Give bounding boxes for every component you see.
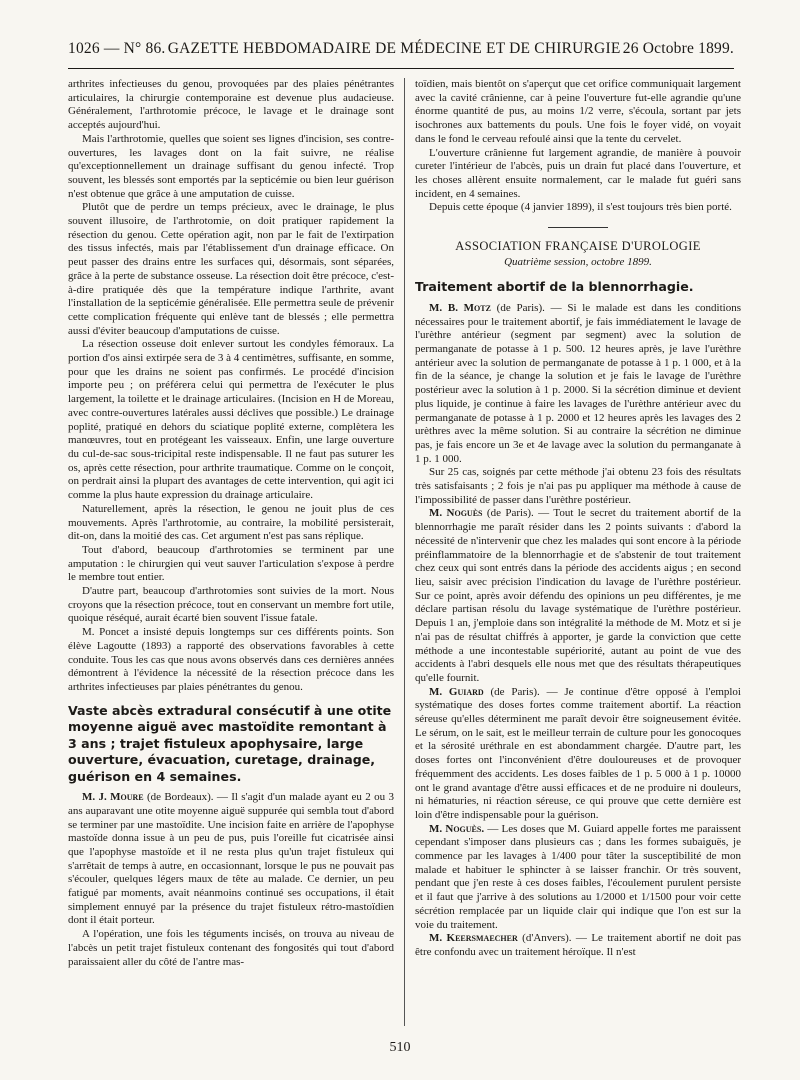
speaker-name: M. Keersmaecher xyxy=(429,932,518,945)
issue-date: 26 Octobre 1899. xyxy=(622,40,734,57)
page-folio: 510 xyxy=(389,1040,411,1055)
article-title-abces: Vaste abcès extradural consécutif à une otite moyenne aiguë avec mastoïdite remontant à 3 ans ; trajet fistuleux apophysaire, large ouverture, évacuation, curetage, drainage, guérison en 4 semaines. xyxy=(68,702,392,784)
speaker-name: M. Noguès. xyxy=(429,822,485,835)
association-heading: ASSOCIATION FRANÇAISE D'UROLOGIE xyxy=(455,239,701,254)
speaker-text: (de Bordeaux). — Il s'agit d'un malade ayant eu 2 ou 3 ans auparavant une otite moyenne aiguë suppurée qui sembla tout d'abord se terminer par une mastoïdite. Une incision faite en arrière de l'apophyse mastoïde donna issue à un peu de pus, puis l'oreille fut cicatrisée ainsi que l'apophyse mastoïde et il ne resta plus qu'un trajet fistuleux qui s'arrêtait de temps à autre, en occasionnant, lorsque le pus ne pouvait pas s'écouler, quelques légers maux de tête au malade. Ce dernier, un peu fatigué par moments, avait néanmoins continué ses occupations, il était simplement ennuyé par la présence du trajet fistuleux rétro-mastoïdien dont il était porteur. xyxy=(68,791,394,927)
paragraph-nogues xyxy=(415,507,741,685)
paragraph: M. Poncet a insisté depuis longtemps sur ces différents points. Son élève Lagoutte (1893) a rapporté des observations favorables à cette conduite. Tous les cas que nous avons observés dans ces dernières années démontrent à l'évidence la nécessité de la résection précoce dans les arthrites infectieuses par plaies pénétrantes du genou. xyxy=(68,626,394,693)
right-column xyxy=(415,78,741,1026)
paragraph: La résection osseuse doit enlever surtout les condyles fémoraux. La portion d'os ainsi extirpée sera de 3 à 4 centimètres, suffisante, en somme, pour que les drains ne soient pas confirmés. Le procédé d'incision importe peu ; on préférera celui qui permettra de l'exécuter le plus largement, la toilette et le drainage articulaires. (Incision en H de Moreau, avec contre-ouvertures latérales aussi déclives que possible.) Le drainage poplité, pratiqué en dehors du sciatique poplité externe, complètera les manœuvres, tout en protégeant les vaisseaux. Enfin, une large ouverture du cul-de-sac sous-tricipital reste indispensable. Il ne faut pas suturer les os, après cette résection, pour arthrite traumatique. Comme on le conçoit, on perdrait ainsi la plupart des avantages de cette intervention, qui agit ici comme la plus haute expression du drainage articulaire. xyxy=(68,338,394,502)
paragraph: Sur 25 cas, soignés par cette méthode j'ai obtenu 23 fois des résultats très satisfaisants ; 2 fois je n'ai pas pu appliquer ma méthode à cause de l'impossibilité de passer dans l'urèthre postérieur. xyxy=(415,466,741,506)
header-page-number: 1026 — N° 86. xyxy=(68,40,166,57)
paragraph-guiard xyxy=(415,686,741,823)
section-divider xyxy=(548,227,608,228)
header-rule xyxy=(68,68,734,69)
speaker-text: (de Paris). — Si le malade est dans les conditions nécessaires pour le traitement abortif, je fais immédiatement le lavage de l'urèthre antérieur (segment par segment) avec la solution de permanganate de potasse à 1 p. 500. 12 heures après, je lave l'urèthre antérieur avec la solution de permanganate de potasse à 1 p. 1 000, et à la fin de la séance, je change la solution et je fais le lavage de l'urèthre postérieur avec la solution à 1 p. 2000. Si la sécrétion diminue et devient plus liquide, je continue à faire les lavages de l'urèthre antérieur avec du permanganate de potasse à 1 p. 2000 et 12 heures après les lavages des 2 urèthres avec la même solution. Si au contraire la sécrétion ne diminue pas, je fais encore un 3e et 4e lavage avec la solution du permanganate à 1 p. 1 000. xyxy=(415,301,741,465)
paragraph: Plutôt que de perdre un temps précieux, avec le drainage, le plus souvent illusoire, de l'arthrotomie, on doit pratiquer rapidement la résection du genou. Cette opération agit, non par le fait de l'extirpation des tissus infectés, mais par l'établissement d'un drainage efficace. On peut passer des drains entre les surfaces qui, désormais, sont séparées, grâce à la perte de substance osseuse. La résection doit être précoce, c'est-à-dire pratiquée dès que la température indique l'arthrite, avant l'installation de la septicémie généralisée. Elle permettra seule de prévenir cette complication fréquente qui enlève tant de blessés ; elle permettra aussi d'éviter beaucoup d'amputations de cuisse. xyxy=(68,201,394,337)
speaker-name: M. Noguès xyxy=(429,507,483,520)
paragraph: arthrites infectieuses du genou, provoquées par des plaies pénétrantes articulaires, la chirurgie contemporaine est devenue plus audacieuse. Généralement, l'arthrotomie précoce, le lavage et le drainage sont acceptés aujourd'hui. xyxy=(68,78,394,132)
left-column xyxy=(68,78,394,1026)
paragraph-keersmaecher xyxy=(415,932,741,959)
speaker-text: — Les doses que M. Guiard appelle fortes me paraissent cependant s'imposer dans plusieurs cas ; dans les formes subaiguës, je commence par les lavages à 1/400 pour tâter la susceptibilité de mon malade et habituer le sphincter à se laisser franchir. Or très souvent, pendant que j'en reste à ces doses faibles, l'écoulement purulent persiste et il faut que j'arrive à des solutions au 1/2000 et 1/1500 pour voir cette sécrétion remplacée par un liquide clair qui indique que l'on est sur la voie du traitement. xyxy=(415,822,741,931)
speaker-name: M. Guiard xyxy=(429,685,484,698)
paragraph: toïdien, mais bientôt on s'aperçut que cet orifice communiquait largement avec la cavité crânienne, car à peine l'ouverture fut-elle agrandie qu'une énorme quantité de pus, au moins 1/2 verre, s'écoula, sortant par jets isochrones aux battements du pouls. Une fois le foyer vidé, on voyait dans le fond le cerveau refoulé ainsi que la tente du cervelet. xyxy=(415,78,741,145)
speaker-text: (d'Anvers). — Le traitement abortif ne doit pas être confondu avec un traitement héroïque. Il n'est xyxy=(415,932,741,958)
paragraph: Tout d'abord, beaucoup d'arthrotomies se terminent par une amputation : le chirurgien qui veut sauver l'articulation s'expose à perdre le membre tout entier. xyxy=(68,543,394,584)
article-title-blennorrhagie: Traitement abortif de la blennorrhagie. xyxy=(415,279,694,295)
paragraph-motz xyxy=(415,302,741,466)
paragraph: L'ouverture crânienne fut largement agrandie, de manière à pouvoir cureter l'intérieur de l'abcès, puis un drain fut placé dans l'ouverture, et les choses allèrent ensuite normalement, car le malade fut guéri sans incident, en 4 semaines. xyxy=(415,146,741,200)
paragraph: Naturellement, après la résection, le genou ne jouit plus de ces mouvements. Après l'arthrotomie, au contraire, la mobilité persisterait, dit-on, dans la moitié des cas. Cet argument n'est pas sans réplique. xyxy=(68,502,394,543)
session-subtitle: Quatrième session, octobre 1899. xyxy=(504,255,652,268)
paragraph: Depuis cette époque (4 janvier 1899), il s'est toujours très bien porté. xyxy=(429,201,732,214)
paragraph: A l'opération, une fois les téguments incisés, on trouva au niveau de l'abcès un petit trajet fistuleux contenant des fongosités qui tout d'abord paraissaient aller du côté de l'antre mas- xyxy=(68,928,394,968)
paragraph: Mais l'arthrotomie, quelles que soient ses lignes d'incision, ses contre-ouvertures, les lavages dont on la fait suivre, ne réalise qu'exceptionnellement un drainage suffisant du genou infecté. Trop souvent, les blessés sont emportés par la septicémie ou bien leur guérison n'est obtenue que grâce à une amputation de cuisse. xyxy=(68,132,394,200)
journal-title: GAZETTE HEBDOMADAIRE DE MÉDECINE ET DE CHIRURGIE xyxy=(167,40,621,57)
speaker-text: (de Paris). — Je continue d'être opposé à l'emploi systématique des doses fortes comme traitement abortif. La réaction séreuse qu'elles déterminent me paraît devoir être soigneusement évitée. Le sérum, on le sait, est le meilleur terrain de culture pour les gonocoques et la sérosité uréthrale en est abondamment chargée. D'autre part, les doses fortes ont l'inconvénient d'être douloureuses et de provoquer fréquemment des accidents. Les doses faibles de 1 p. 5 000 à 1 p. 10000 ont le grand avantage d'être aussi efficaces et de ne produire ni douleurs, ni hématuries, ni réaction séreuse, ce qui prouve que cette dernière est loin d'être indispensable pour la guérison. xyxy=(415,685,741,821)
running-header xyxy=(68,40,734,66)
speaker-name: M. J. Moure xyxy=(82,791,144,804)
paragraph-moure xyxy=(68,791,394,928)
speaker-name: M. B. Motz xyxy=(429,301,491,314)
speaker-text: (de Paris). — Tout le secret du traitement abortif de la blennorrhagie me paraît résider dans les 2 points suivants : d'abord la nécessité de n'intervenir que chez les malades qui sont encore à la période préinflammatoire de la blennorrhagie et de s'abstenir de tout traitement chez ceux qui sont entrés dans la période des accidents aigus ; en second lieu, saisir avec précision l'indication du lavage de l'urèthre postérieur. Sur ce point, après avoir défendu des opinions un peu différentes, je me déclare partisan résolu du lavage systématique de l'urèthre postérieur. Depuis 1 an, j'emploie dans son intégralité la méthode de M. Motz et si je n'ai pas de résultat chiffrés à apporter, je garde la conviction que cette méthode a une incontestable supériorité, autant au point de vue des accidents à l'abri desquels elle nous met que des résultats thérapeutiques qu'elle fournit. xyxy=(415,507,741,684)
paragraph-nogues-2 xyxy=(415,823,741,933)
column-divider xyxy=(404,78,405,1026)
paragraph: D'autre part, beaucoup d'arthrotomies sont suivies de la mort. Nous croyons que la résection précoce, tout en conservant un membre fort utile, quoique réséqué, aurait écarté bien souvent l'issue fatale. xyxy=(68,585,394,625)
